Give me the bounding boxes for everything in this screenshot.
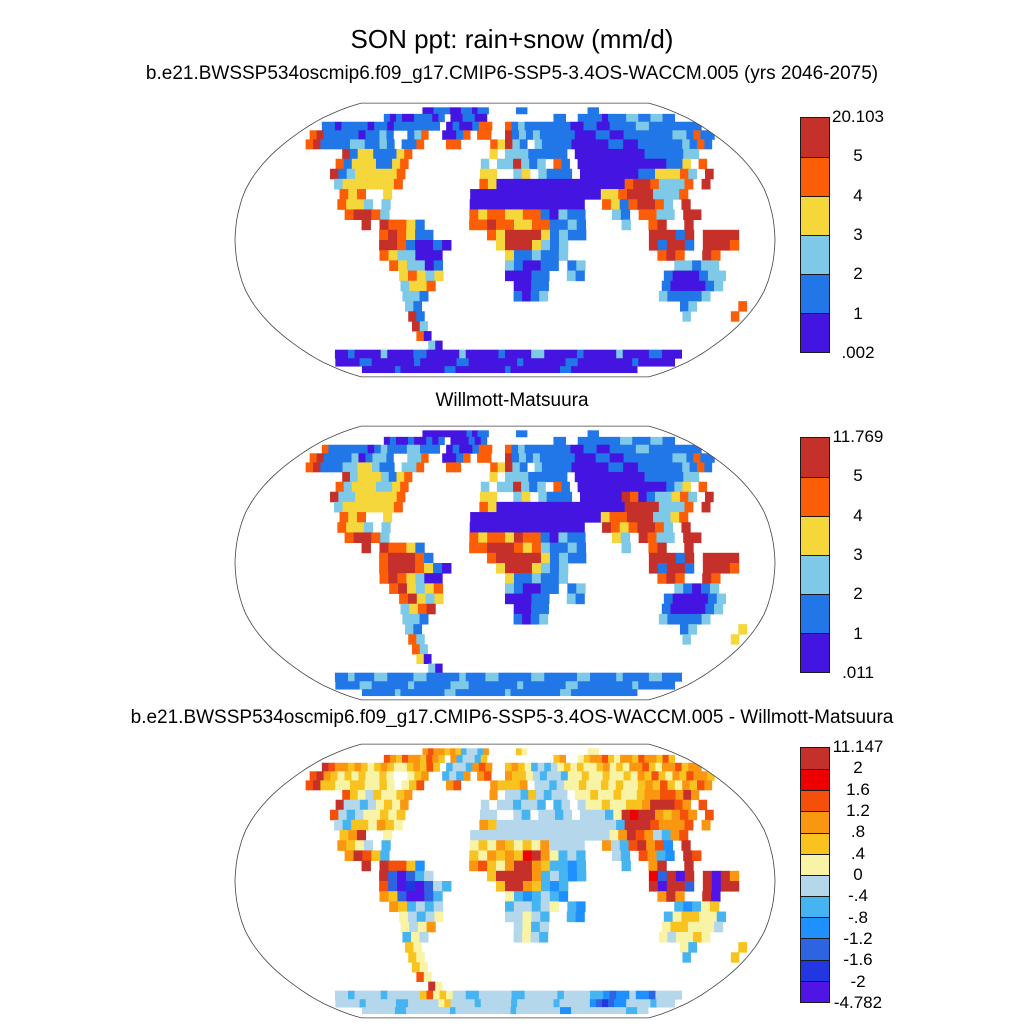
colorbar-tick-label: .011 xyxy=(842,663,874,682)
robinson-map-svg xyxy=(225,418,785,708)
colorbar-segment xyxy=(801,235,829,274)
colorbar-segment xyxy=(801,118,829,157)
colorbar-segment xyxy=(801,313,829,352)
colorbar-tick-label: 2 xyxy=(853,264,863,284)
colorbar-tick-label: -2 xyxy=(850,971,866,991)
colorbar-tick-label: 3 xyxy=(853,545,863,564)
colorbar-segment xyxy=(801,833,829,854)
colorbar-segment xyxy=(801,555,829,594)
panel-2-subtitle: Willmott-Matsuura xyxy=(435,390,589,411)
colorbar-tick-label: 11.769 xyxy=(832,427,884,446)
colorbar-segment xyxy=(801,274,829,313)
colorbar-tick-label: 1 xyxy=(853,623,863,643)
colorbar-tick-label: 1.2 xyxy=(846,801,870,820)
panel-1-subtitle: b.e21.BWSSP534oscmip6.f09_g17.CMIP6-SSP5-3.4OS-WACCM.005 (yrs 2046-2075) xyxy=(145,63,879,84)
colorbar-segment xyxy=(801,196,829,235)
map-cells xyxy=(306,430,747,696)
colorbar-segment xyxy=(801,748,829,769)
robinson-map-svg xyxy=(225,95,785,385)
colorbar-segment xyxy=(801,516,829,555)
colorbar-tick-label: -1.6 xyxy=(843,950,873,970)
colorbar-tick-label: 3 xyxy=(853,225,863,244)
colorbar-segment xyxy=(801,157,829,196)
colorbar-tick-label: 1.6 xyxy=(846,779,870,799)
colorbar-segment xyxy=(801,438,829,477)
panel-3-world-map xyxy=(225,736,785,1024)
map-cells xyxy=(306,107,747,373)
colorbar-tick-label: 5 xyxy=(853,466,863,486)
robinson-map-svg xyxy=(225,736,785,1024)
panel-3-colorbar xyxy=(800,737,910,1012)
colorbar-tick-label: -4.782 xyxy=(833,993,883,1012)
colorbar-segment xyxy=(801,633,829,672)
colorbar-segment xyxy=(801,981,829,1002)
colorbar-bar xyxy=(800,437,830,673)
colorbar-bar xyxy=(800,117,830,353)
colorbar-tick-label: .8 xyxy=(850,822,866,842)
colorbar-segment xyxy=(801,960,829,981)
colorbar-tick-label: 1 xyxy=(853,303,863,323)
colorbar-tick-label: 2 xyxy=(853,584,863,604)
colorbar-tick-label: 2 xyxy=(853,758,863,778)
colorbar-segment xyxy=(801,875,829,896)
colorbar-tick-label: .002 xyxy=(841,343,875,362)
figure-title: SON ppt: rain+snow (mm/d) xyxy=(350,24,674,54)
colorbar-segment xyxy=(801,790,829,811)
colorbar-tick-label: .4 xyxy=(850,843,866,863)
colorbar-tick-label: 20.103 xyxy=(832,107,884,126)
panel-1-world-map xyxy=(225,95,785,385)
colorbar-segment xyxy=(801,917,829,938)
colorbar-segment xyxy=(801,896,829,917)
panel-2-colorbar xyxy=(800,427,910,682)
colorbar-tick-label: -1.2 xyxy=(843,929,873,948)
panel-1-colorbar xyxy=(800,107,910,362)
panel-3-subtitle: b.e21.BWSSP534oscmip6.f09_g17.CMIP6-SSP5-3.4OS-WACCM.005 - Willmott-Matsuura xyxy=(130,707,894,728)
colorbar-tick-label: 11.147 xyxy=(832,737,884,756)
colorbar-tick-label: 0 xyxy=(853,865,863,884)
colorbar-segment xyxy=(801,938,829,959)
map-cells xyxy=(306,748,747,1014)
colorbar-tick-label: 4 xyxy=(853,185,863,205)
colorbar-segment xyxy=(801,854,829,875)
colorbar-segment xyxy=(801,477,829,516)
colorbar-segment xyxy=(801,811,829,832)
colorbar-segment xyxy=(801,594,829,633)
colorbar-segment xyxy=(801,769,829,790)
colorbar-tick-label: -.8 xyxy=(848,907,868,927)
colorbar-tick-label: -.4 xyxy=(848,886,868,906)
colorbar-tick-label: 4 xyxy=(853,505,863,525)
colorbar-tick-label: 5 xyxy=(853,146,863,166)
colorbar-bar xyxy=(800,747,830,1003)
panel-2-world-map xyxy=(225,418,785,708)
